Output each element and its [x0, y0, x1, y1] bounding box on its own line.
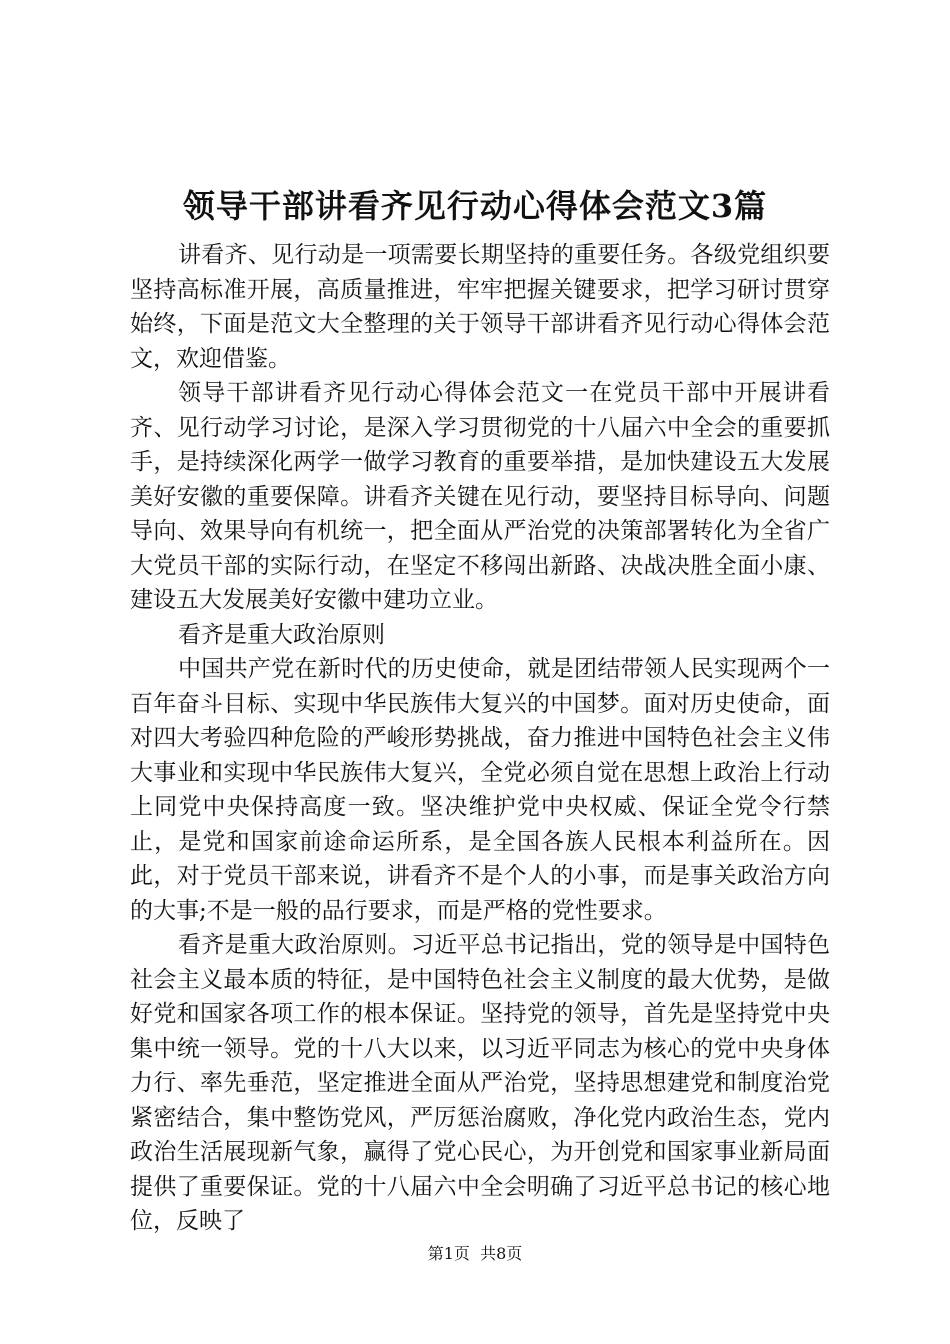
intro-paragraph: 讲看齐、见行动是一项需要长期坚持的重要任务。各级党组织要坚持高标准开展，高质量推进，牢牢把握关键要求，把学习研讨贯穿始终，下面是范文大全整理的关于领导干部讲看齐见行动心得体会范文，欢迎借鉴。	[130, 242, 830, 372]
document-body	[130, 238, 830, 1239]
body-paragraph: 中国共产党在新时代的历史使命，就是团结带领人民实现两个一百年奋斗目标、实现中华民族伟大复兴的中国梦。面对历史使命，面对四大考验四种危险的严峻形势挑战，奋力推进中国特色社会主义伟大事业和实现中华民族伟大复兴，全党必须自觉在思想上政治上行动上同党中央保持高度一致。坚决维护党中央权威、保证全党令行禁止，是党和国家前途命运所系，是全国各族人民根本利益所在。因此，对于党员干部来说，讲看齐不是个人的小事，而是事关政治方向的大事;不是一般的品行要求，而是严格的党性要求。	[130, 656, 830, 924]
essay-one-paragraph: 领导干部讲看齐见行动心得体会范文一在党员干部中开展讲看齐、见行动学习讨论，是深入学习贯彻党的十八届六中全会的重要抓手，是持续深化两学一做学习教育的重要举措，是加快建设五大发展美好安徽的重要保障。讲看齐关键在见行动，要坚持目标导向、问题导向、效果导向有机统一，把全面从严治党的决策部署转化为全省广大党员干部的实际行动，在坚定不移闯出新路、决战决胜全面小康、建设五大发展美好安徽中建功立业。	[130, 380, 830, 613]
document-title: 领导干部讲看齐见行动心得体会范文3篇	[182, 187, 768, 225]
section-heading: 看齐是重大政治原则	[178, 621, 385, 648]
body-paragraph: 看齐是重大政治原则。习近平总书记指出，党的领导是中国特色社会主义最本质的特征，是中国特色社会主义制度的最大优势，是做好党和国家各项工作的根本保证。坚持党的领导，首先是坚持党中央集中统一领导。党的十八大以来，以习近平同志为核心的党中央身体力行、率先垂范，坚定推进全面从严治党，坚持思想建党和制度治党紧密结合，集中整饬党风，严厉惩治腐败，净化党内政治生态，党内政治生活展现新气象，赢得了党心民心，为开创党和国家事业新局面提供了重要保证。党的十八届六中全会明确了习近平总书记的核心地位，反映了	[130, 932, 830, 1234]
page-footer: 第1页 共8页	[427, 1244, 523, 1263]
